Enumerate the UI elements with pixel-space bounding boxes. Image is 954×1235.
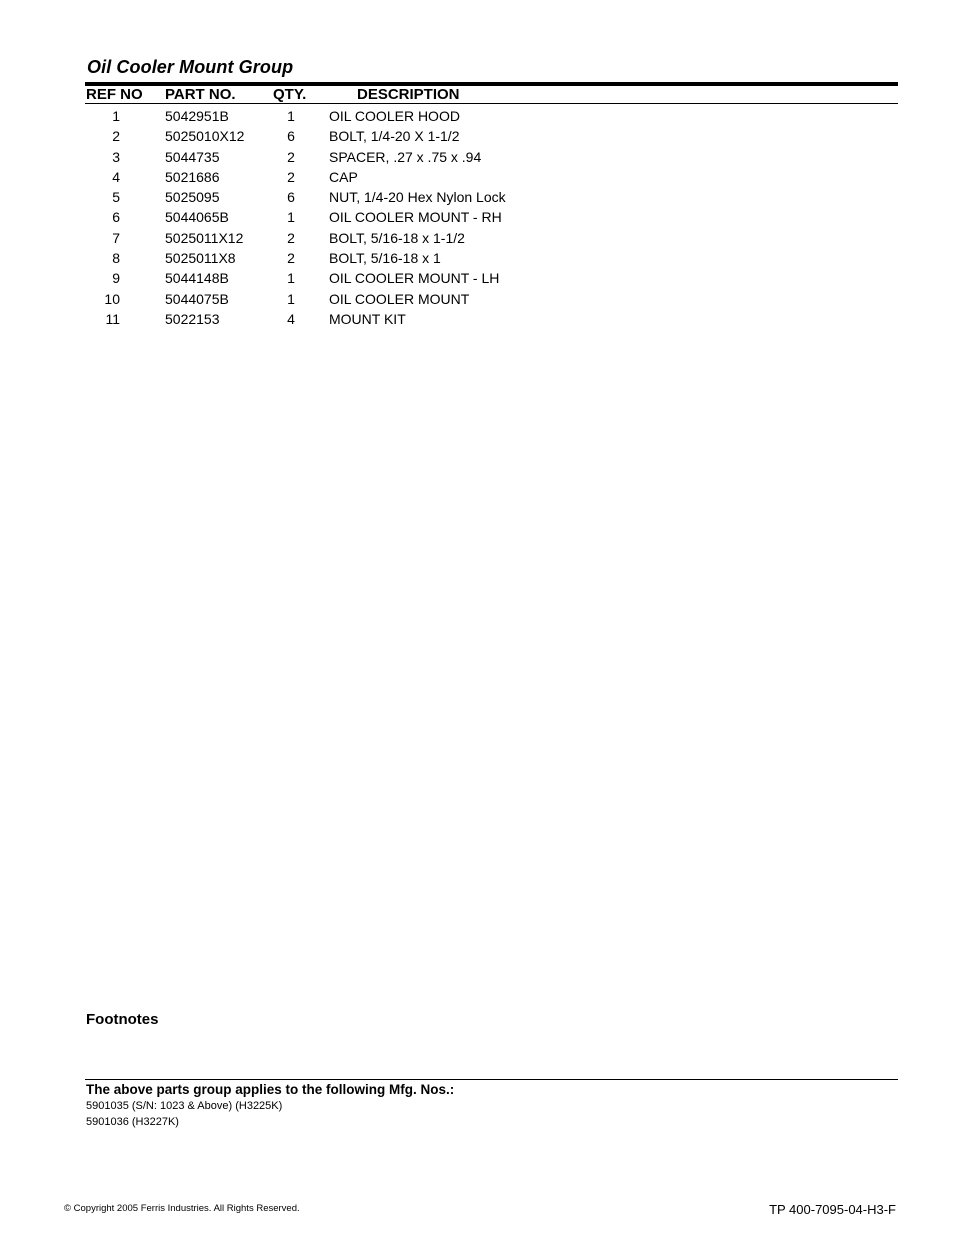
ref-cell: 4 [112,168,120,185]
part-number-cell: 5021686 [165,168,220,185]
header-description: DESCRIPTION [357,86,460,103]
description-cell: BOLT, 1/4-20 X 1-1/2 [329,128,460,145]
description-cell: BOLT, 5/16-18 x 1 [329,250,441,267]
ref-cell: 3 [112,148,120,165]
header-part-no: PART NO. [165,86,236,103]
table-row [0,248,954,268]
part-number-cell: 5025010X12 [165,128,245,145]
description-cell: BOLT, 5/16-18 x 1-1/2 [329,229,465,246]
table-row [0,147,954,167]
ref-cell: 1 [112,108,120,124]
table-row [0,268,954,288]
part-number-cell: 5042951B [165,108,229,124]
page-title: Oil Cooler Mount Group [87,57,294,77]
part-number-cell: 5044075B [165,290,229,307]
part-number-cell: 5025011X8 [165,250,236,267]
parts-table [0,106,954,329]
description-cell: OIL COOLER MOUNT - RH [329,209,502,226]
ref-cell: 6 [112,209,120,226]
quantity-cell: 6 [287,128,295,145]
quantity-cell: 1 [287,108,295,124]
ref-cell: 9 [112,270,120,287]
table-row [0,167,954,187]
quantity-cell: 1 [287,270,295,287]
table-row [0,289,954,309]
description-cell: CAP [329,168,358,185]
footnotes-label: Footnotes [86,1011,159,1028]
part-number-cell: 5044065B [165,209,229,226]
description-cell: NUT, 1/4-20 Hex Nylon Lock [329,189,506,206]
header-rule [85,103,898,104]
description-cell: OIL COOLER MOUNT - LH [329,270,500,287]
applies-rule [85,1079,898,1080]
quantity-cell: 2 [287,148,295,165]
quantity-cell: 6 [287,189,295,206]
part-number-cell: 5044148B [165,270,229,287]
table-row [0,106,954,126]
description-cell: OIL COOLER HOOD [329,108,460,124]
table-row [0,228,954,248]
document-number: TP 400-7095-04-H3-F [769,1202,896,1217]
part-number-cell: 5044735 [165,148,220,165]
table-row [0,309,954,329]
quantity-cell: 4 [287,310,295,327]
part-number-cell: 5022153 [165,310,220,327]
quantity-cell: 2 [287,168,295,185]
description-cell: MOUNT KIT [329,310,406,327]
ref-cell: 8 [112,250,120,267]
quantity-cell: 2 [287,250,295,267]
mfg-number: 5901036 (H3227K) [86,1116,179,1128]
description-cell: OIL COOLER MOUNT [329,290,470,307]
quantity-cell: 2 [287,229,295,246]
ref-cell: 5 [112,189,120,206]
header-ref-no: REF NO [86,86,143,103]
table-row [0,187,954,207]
header-qty: QTY. [273,86,307,103]
applies-label: The above parts group applies to the following Mfg. Nos.: [86,1082,455,1097]
part-number-cell: 5025011X12 [165,229,244,246]
copyright-notice: © Copyright 2005 Ferris Industries. All Rights Reserved. [64,1203,300,1214]
table-row [0,126,954,146]
quantity-cell: 1 [287,209,295,226]
table-row [0,207,954,227]
description-cell: SPACER, .27 x .75 x .94 [329,148,482,165]
part-number-cell: 5025095 [165,189,220,206]
mfg-number: 5901035 (S/N: 1023 & Above) (H3225K) [86,1100,283,1112]
ref-cell: 2 [112,128,120,145]
ref-cell: 10 [104,290,120,307]
ref-cell: 7 [112,229,120,246]
quantity-cell: 1 [287,290,295,307]
ref-cell: 11 [105,310,120,327]
